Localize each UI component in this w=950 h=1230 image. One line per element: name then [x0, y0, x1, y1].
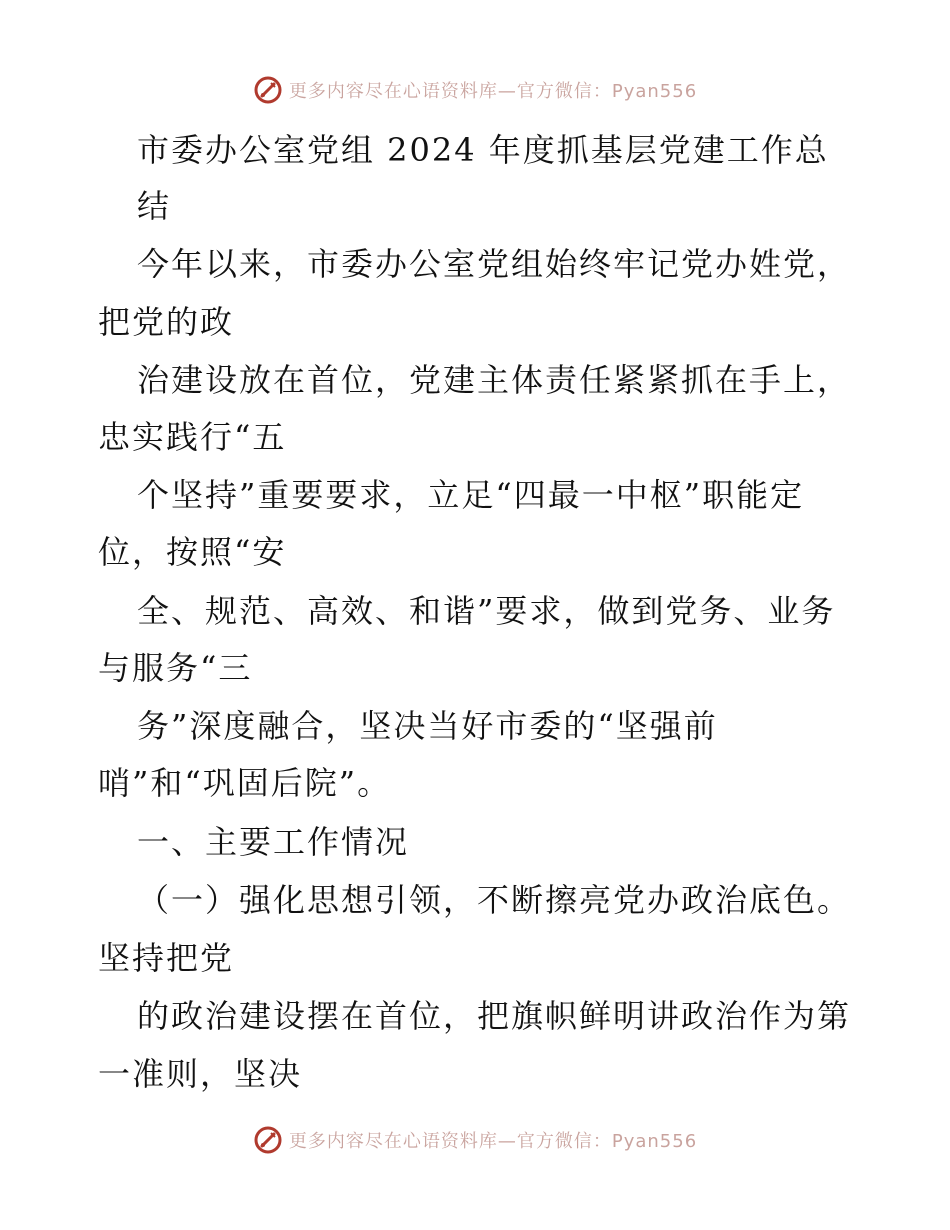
subsection-heading: （一）强化思想引领，不断擦亮党办政治底色。 [137, 881, 852, 919]
header-watermark-banner [0, 70, 950, 110]
header-watermark-text: 更多内容尽在心语资料库—官方微信：Pyan556 [288, 81, 698, 102]
pen-logo-icon [253, 75, 283, 105]
section-heading: 一、主要工作情况 [137, 823, 410, 861]
paragraph-line: 务”深度融合，坚决当好市委的“坚强前 [137, 707, 718, 745]
paragraph-line: 的政治建设摆在首位，把旗帜鲜明讲政治作为第 [137, 997, 852, 1035]
document-title-line-1: 市委办公室党组 2024 年度抓基层党建工作总 [137, 131, 829, 169]
paragraph-line: 个坚持”重要要求，立足“四最一中枢”职能定 [137, 476, 805, 514]
document-title-line-2: 结 [137, 187, 172, 225]
pen-logo-icon [253, 1125, 283, 1155]
footer-watermark-text: 更多内容尽在心语资料库—官方微信：Pyan556 [288, 1131, 698, 1152]
paragraph-line: 一准则，坚决 [98, 1055, 303, 1093]
footer-watermark-banner [0, 1120, 950, 1160]
paragraph-line: 哨”和“巩固后院”。 [98, 764, 392, 802]
paragraph-line: 治建设放在首位，党建主体责任紧紧抓在手上， [137, 361, 852, 399]
paragraph-line: 把党的政 [98, 303, 235, 341]
paragraph-line: 与服务“三 [98, 649, 253, 687]
paragraph-line: 位，按照“安 [98, 533, 287, 571]
paragraph-line: 今年以来，市委办公室党组始终牢记党办姓党， [137, 245, 852, 283]
paragraph-line: 忠实践行“五 [98, 418, 287, 456]
paragraph-line: 全、规范、高效、和谐”要求，做到党务、业务 [137, 592, 836, 630]
paragraph-line: 坚持把党 [98, 939, 235, 977]
